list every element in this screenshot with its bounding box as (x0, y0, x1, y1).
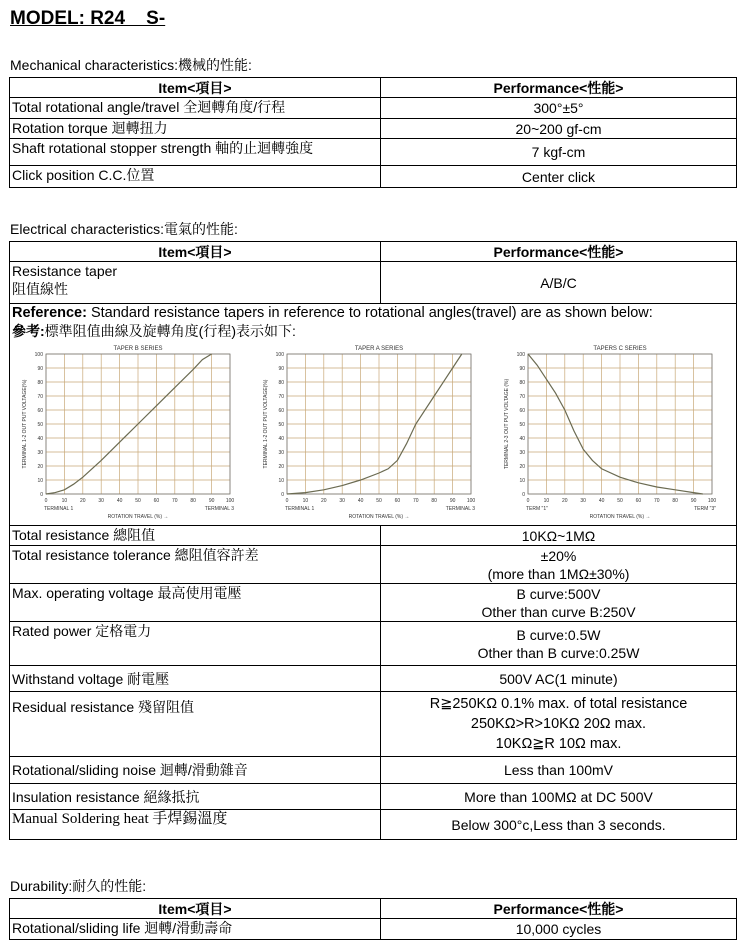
x-tick-label: 100 (466, 498, 476, 504)
item-cell: Total rotational angle/travel 全迴轉角度/行程 (10, 98, 381, 119)
reference-label: Reference: (12, 305, 87, 321)
y-tick-label: 80 (37, 380, 43, 386)
y-tick-label: 10 (519, 478, 525, 484)
x-tick-label: 70 (172, 498, 178, 504)
x-tick-label: 90 (449, 498, 456, 504)
y-axis-label: TERMINAL 2-3 OUT PUT VOLTAGE (%) (504, 378, 510, 470)
durability-table (9, 898, 737, 940)
terminal-right-label: TERMINAL 3 (204, 506, 234, 512)
item-cell: Total resistance tolerance 總阻值容許差 (10, 546, 381, 584)
item-cell: Residual resistance 殘留阻值 (10, 692, 381, 757)
y-tick-label: 90 (37, 366, 43, 372)
x-tick-label: 50 (135, 498, 141, 504)
terminal-left-label: TERMINAL 1 (44, 506, 74, 512)
value-cell: 300°±5° (381, 98, 737, 119)
y-tick-label: 40 (278, 436, 284, 442)
model-title: MODEL: R24 S- (10, 8, 166, 29)
x-tick-label: 90 (208, 498, 215, 504)
reference-body-cn: 標準阻值曲線及旋轉角度(行程)表示如下: (44, 323, 296, 339)
terminal-left-label: TERM "1" (526, 506, 548, 512)
terminal-left-label: TERMINAL 1 (285, 506, 315, 512)
reference-text (12, 304, 734, 322)
x-tick-label: 10 (543, 498, 550, 504)
value-line: Below 300°c,Less than 3 seconds. (451, 816, 666, 833)
value-cell: 20~200 gf-cm (381, 119, 737, 139)
x-tick-label: 30 (339, 498, 345, 504)
y-tick-label: 20 (37, 464, 43, 470)
x-tick-label: 30 (580, 498, 586, 504)
taper-a-chart (257, 342, 481, 522)
value-cell: 10,000 cycles (381, 919, 737, 940)
y-tick-label: 40 (519, 436, 525, 442)
value-cell: Center click (381, 166, 737, 188)
reference-body: Standard resistance tapers in reference to rotational angles(travel) are as shown below: (86, 305, 653, 321)
x-tick-label: 20 (321, 498, 327, 504)
value-cell (381, 622, 737, 666)
item-header: Item<項目> (10, 78, 381, 98)
item-header: Item<項目> (10, 899, 381, 919)
reference-text-cn (12, 322, 734, 340)
x-axis-label: ROTATION TRAVEL (%) → (348, 514, 410, 520)
item-cell: Manual Soldering heat 手焊錫溫度 (10, 810, 381, 840)
item-cell: Rotational/sliding noise 迴轉/滑動雜音 (10, 757, 381, 784)
taper-c-chart (498, 342, 722, 522)
x-tick-label: 80 (190, 498, 196, 504)
y-tick-label: 20 (278, 464, 284, 470)
y-tick-label: 50 (278, 422, 284, 428)
y-tick-label: 70 (519, 394, 525, 400)
value-line: ±20% (540, 547, 577, 564)
terminal-right-label: TERMINAL 3 (445, 506, 475, 512)
taper-label-en: Resistance taper (12, 263, 118, 279)
y-tick-label: 30 (519, 450, 525, 456)
x-tick-label: 30 (98, 498, 104, 504)
value-line: Other than B curve:0.25W (477, 644, 640, 661)
y-tick-label: 100 (34, 352, 43, 358)
reference-cell (10, 304, 737, 526)
chart-title: TAPERS C SERIES (593, 346, 647, 352)
y-tick-label: 60 (278, 408, 284, 414)
x-axis-label: ROTATION TRAVEL (%) → (107, 514, 169, 520)
reference-label-cn: 參考: (12, 323, 45, 339)
taper-b-chart (16, 342, 240, 522)
value-cell (381, 784, 737, 810)
y-tick-label: 70 (278, 394, 284, 400)
x-tick-label: 80 (672, 498, 678, 504)
x-tick-label: 70 (413, 498, 419, 504)
electrical-table (9, 241, 737, 840)
chart-title: TAPER B SERIES (113, 346, 163, 352)
x-tick-label: 40 (116, 498, 123, 504)
y-tick-label: 60 (519, 408, 525, 414)
y-tick-label: 40 (37, 436, 43, 442)
x-tick-label: 60 (153, 498, 160, 504)
x-tick-label: 60 (635, 498, 642, 504)
mechanical-section-title: Mechanical characteristics:機械的性能: (10, 57, 252, 73)
y-tick-label: 90 (519, 366, 525, 372)
x-tick-label: 20 (562, 498, 568, 504)
value-cell (381, 526, 737, 546)
taper-graphs (12, 340, 734, 522)
y-tick-label: 30 (278, 450, 284, 456)
item-cell: Total resistance 總阻值 (10, 526, 381, 546)
x-tick-label: 0 (526, 498, 530, 504)
value-line: B curve:500V (516, 585, 601, 602)
y-tick-label: 60 (37, 408, 43, 414)
y-tick-label: 10 (278, 478, 284, 484)
value-cell (381, 757, 737, 784)
x-tick-label: 40 (598, 498, 605, 504)
performance-header: Performance<性能> (381, 78, 737, 98)
x-tick-label: 0 (44, 498, 48, 504)
value-cell (381, 584, 737, 622)
x-axis-label: ROTATION TRAVEL (%) → (589, 514, 651, 520)
item-cell: Rotational/sliding life 迴轉/滑動壽命 (10, 919, 381, 940)
item-cell: Rotation torque 迴轉扭力 (10, 119, 381, 139)
value-cell (381, 546, 737, 584)
x-tick-label: 0 (285, 498, 289, 504)
item-cell: Shaft rotational stopper strength 軸的止迴轉強度 (10, 139, 381, 166)
value-cell (381, 692, 737, 757)
value-line: 10KΩ~1MΩ (521, 527, 596, 544)
x-tick-label: 10 (61, 498, 68, 504)
x-tick-label: 40 (357, 498, 364, 504)
value-line: Less than 100mV (504, 762, 613, 778)
x-tick-label: 60 (394, 498, 401, 504)
x-tick-label: 50 (617, 498, 623, 504)
y-tick-label: 100 (275, 352, 284, 358)
value-line: R≧250KΩ 0.1% max. of total resistance (429, 696, 688, 712)
value-cell: 7 kgf-cm (381, 139, 737, 166)
durability-section-title: Durability:耐久的性能: (10, 878, 147, 894)
item-cell: Insulation resistance 絕緣抵抗 (10, 784, 381, 810)
performance-header: Performance<性能> (381, 242, 737, 262)
item-cell (10, 262, 381, 304)
value-cell (381, 810, 737, 840)
x-tick-label: 70 (654, 498, 660, 504)
y-tick-label: 0 (40, 492, 43, 498)
item-header: Item<項目> (10, 242, 381, 262)
chart-title: TAPER A SERIES (354, 346, 404, 352)
value-line: 250KΩ>R>10KΩ 20Ω max. (470, 716, 647, 732)
y-tick-label: 50 (519, 422, 525, 428)
value-line: Other than curve B:250V (481, 603, 636, 620)
x-tick-label: 20 (80, 498, 86, 504)
y-tick-label: 80 (278, 380, 284, 386)
y-tick-label: 50 (37, 422, 43, 428)
y-tick-label: 80 (519, 380, 525, 386)
electrical-section-title: Electrical characteristics:電氣的性能: (10, 221, 238, 237)
y-tick-label: 0 (281, 492, 284, 498)
value-line: (more than 1MΩ±30%) (487, 565, 630, 582)
item-cell: Withstand voltage 耐電壓 (10, 666, 381, 692)
value-line: 10KΩ≧R 10Ω max. (495, 736, 622, 752)
y-tick-label: 100 (516, 352, 525, 358)
y-tick-label: 30 (37, 450, 43, 456)
y-axis-label: TERMINAL 1-2 OUT PUT VOLTAGE(%) (22, 379, 28, 469)
performance-header: Performance<性能> (381, 899, 737, 919)
x-tick-label: 90 (690, 498, 697, 504)
y-tick-label: 10 (37, 478, 43, 484)
taper-label-cn: 阻值線性 (12, 281, 68, 297)
item-cell: Click position C.C.位置 (10, 166, 381, 188)
y-tick-label: 0 (522, 492, 525, 498)
x-tick-label: 100 (225, 498, 235, 504)
value-line: B curve:0.5W (516, 626, 601, 643)
mechanical-table (9, 77, 737, 188)
y-tick-label: 20 (519, 464, 525, 470)
value-line: 500V AC(1 minute) (499, 670, 618, 687)
item-cell: Max. operating voltage 最高使用電壓 (10, 584, 381, 622)
y-axis-label: TERMINAL 1-2 OUT PUT VOLTAGE(%) (263, 379, 269, 469)
value-cell (381, 666, 737, 692)
y-tick-label: 70 (37, 394, 43, 400)
item-cell: Rated power 定格電力 (10, 622, 381, 666)
y-tick-label: 90 (278, 366, 284, 372)
x-tick-label: 80 (431, 498, 437, 504)
x-tick-label: 100 (707, 498, 717, 504)
value-cell: A/B/C (381, 262, 737, 304)
x-tick-label: 10 (302, 498, 309, 504)
x-tick-label: 50 (376, 498, 382, 504)
terminal-right-label: TERM "3" (694, 506, 716, 512)
value-line: More than 100MΩ at DC 500V (464, 788, 653, 805)
